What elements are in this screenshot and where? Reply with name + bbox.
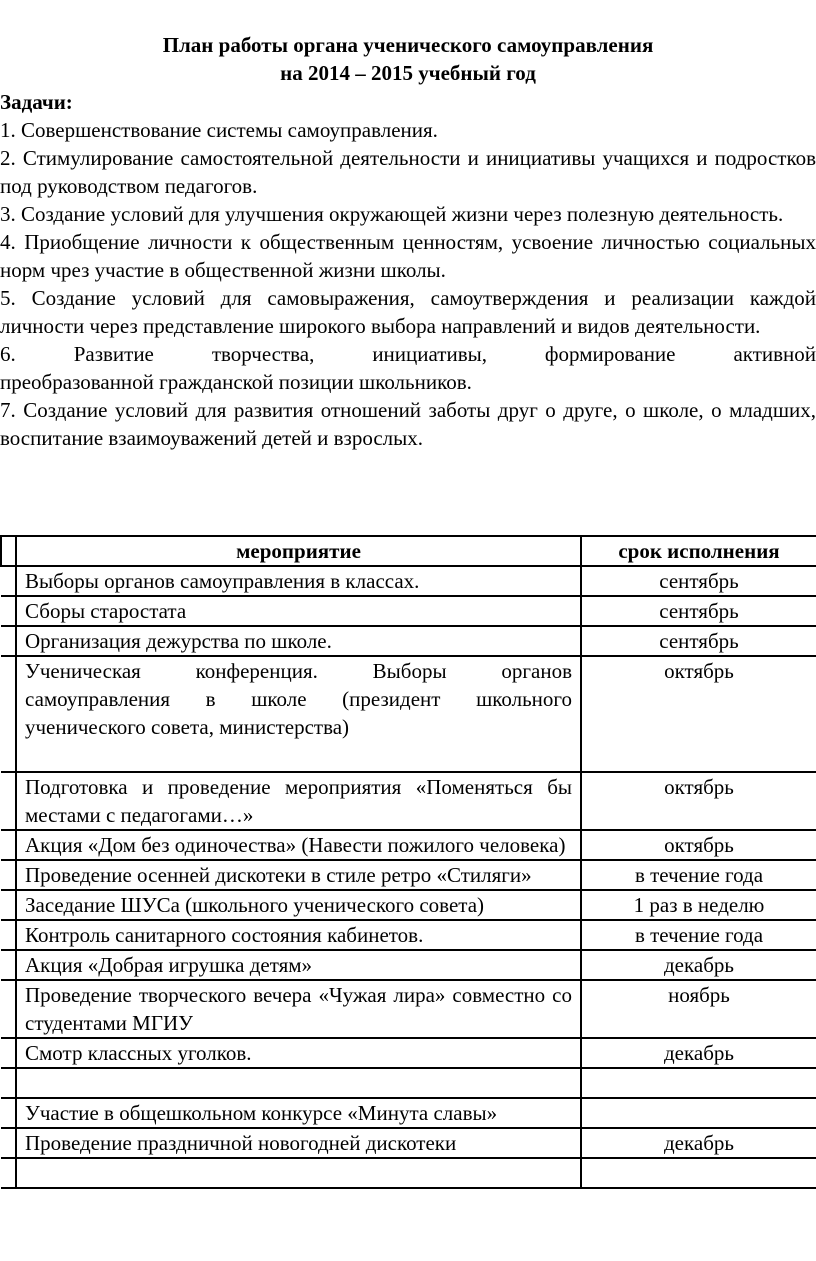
term-cell: октябрь [581,656,816,772]
task-item: 5. Создание условий для самовыражения, самоутверждения и реализации каждой личности через представление широкого выбора направлений и видов деятельности. [0,286,816,338]
event-cell [16,1068,581,1098]
row-number-cell [1,656,16,772]
term-cell [581,1158,816,1188]
table-row [1,1068,816,1098]
term-column-header: срок исполнения [581,536,816,566]
event-cell: Акция «Дом без одиночества» (Навести пожилого человека) [16,830,581,860]
event-cell: Смотр классных уголков. [16,1038,581,1068]
task-item: 3. Создание условий для улучшения окружающей жизни через полезную деятельность. [0,202,784,226]
row-number-cell [1,1128,16,1158]
term-cell: в течение года [581,860,816,890]
table-row [1,566,816,596]
term-cell: ноябрь [581,980,816,1038]
task-item: 2. Стимулирование самостоятельной деятельности и инициативы учащихся и подростков под руководством педагогов. [0,146,816,198]
row-number-cell [1,1068,16,1098]
task-item: 7. Создание условий для развития отношений заботы друг о друге, о школе, о младших, воспитание взаимоуважений детей и взрослых. [0,398,816,450]
document-title: План работы органа ученического самоуправления [162,33,654,57]
row-number-cell [1,890,16,920]
term-cell: 1 раз в неделю [581,890,816,920]
table-row [1,1038,816,1068]
table-row [1,1158,816,1188]
term-cell: октябрь [581,772,816,830]
event-cell: Выборы органов самоуправления в классах. [16,566,581,596]
row-number-cell [1,860,16,890]
tasks-list [0,116,816,452]
term-cell: сентябрь [581,596,816,626]
table-row [1,890,816,920]
row-number-cell [1,830,16,860]
table-row [1,1128,816,1158]
table-row [1,596,816,626]
row-number-cell [1,566,16,596]
term-cell: декабрь [581,950,816,980]
event-cell: Контроль санитарного состояния кабинетов. [16,920,581,950]
table-row [1,1098,816,1128]
row-number-cell [1,1098,16,1128]
table-header-row [1,536,816,566]
event-cell: Ученическая конференция. Выборы органов самоуправления в школе (президент школьного ученического совета, министерства) [16,656,581,772]
table-row [1,920,816,950]
document-subtitle: на 2014 – 2015 учебный год [280,61,536,85]
table-row [1,860,816,890]
term-cell: сентябрь [581,566,816,596]
term-cell: декабрь [581,1128,816,1158]
term-cell [581,1098,816,1128]
row-number-cell [1,1038,16,1068]
event-cell [16,1158,581,1188]
table-row [1,980,816,1038]
table-row [1,830,816,860]
event-cell: Организация дежурства по школе. [16,626,581,656]
task-item: 6. Развитие творчества, инициативы, формирование активной [0,342,816,366]
row-number-cell [1,1158,16,1188]
event-cell: Сборы старостата [16,596,581,626]
table-row [1,950,816,980]
term-cell: октябрь [581,830,816,860]
event-cell: Проведение осенней дискотеки в стиле ретро «Стиляги» [16,860,581,890]
table-row [1,626,816,656]
row-number-cell [1,596,16,626]
event-cell: Участие в общешкольном конкурсе «Минута славы» [16,1098,581,1128]
plan-table [0,535,816,1189]
row-number-cell [1,980,16,1038]
event-column-header: мероприятие [16,536,581,566]
row-number-cell [1,950,16,980]
event-cell: Заседание ШУСа (школьного ученического совета) [16,890,581,920]
event-cell: Проведение творческого вечера «Чужая лира» совместно со студентами МГИУ [16,980,581,1038]
table-row [1,656,816,772]
term-cell: сентябрь [581,626,816,656]
term-cell [581,1068,816,1098]
row-number-cell [1,626,16,656]
task-item: 4. Приобщение личности к общественным ценностям, усвоение личностью социальных норм чрез участие в общественной жизни школы. [0,230,816,282]
number-column-header [1,536,16,566]
tasks-heading: Задачи: [0,90,73,114]
table-row [1,772,816,830]
term-cell: декабрь [581,1038,816,1068]
task-item: 1. Совершенствование системы самоуправления. [0,118,438,142]
row-number-cell [1,772,16,830]
event-cell: Подготовка и проведение мероприятия «Поменяться бы местами с педагогами…» [16,772,581,830]
event-cell: Проведение праздничной новогодней дискотеки [16,1128,581,1158]
task-item-continuation: преобразованной гражданской позиции школьников. [0,370,472,394]
row-number-cell [1,920,16,950]
term-cell: в течение года [581,920,816,950]
event-cell: Акция «Добрая игрушка детям» [16,950,581,980]
